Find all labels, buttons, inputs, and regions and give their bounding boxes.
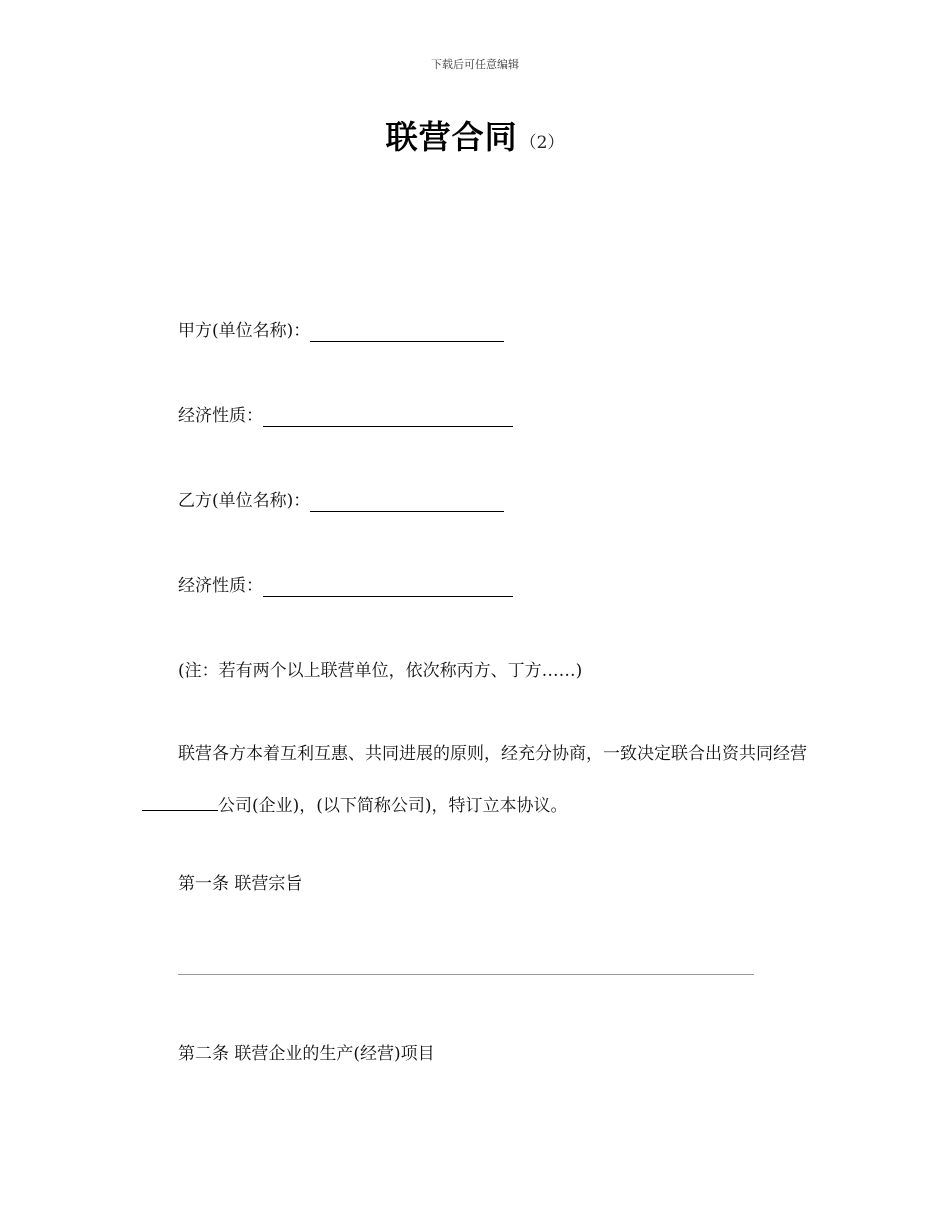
field-label: 经济性质： [178,576,263,596]
fill-blank [310,493,504,512]
field-label: 经济性质： [178,406,263,426]
field-party-a-nature [178,405,513,427]
field-party-b [178,490,504,512]
fill-blank [263,578,513,597]
article-1-fill-line [178,974,754,975]
field-label: 甲方(单位名称)： [178,321,311,341]
field-party-a [178,320,504,342]
fill-blank [310,323,504,342]
intro-paragraph [142,728,822,832]
page-title [0,112,950,158]
intro-part1: 联营各方本着互利互惠、共同进展的原则，经充分协商，一致决定联合出资共同经营 [178,744,807,764]
header-note: 下载后可任意编辑 [431,58,519,71]
fill-blank [263,408,513,427]
note-text: (注：若有两个以上联营单位，依次称丙方、丁方……) [178,661,583,681]
article-2-title: 第二条 联营企业的生产(经营)项目 [178,1044,435,1064]
title-sub: （2） [519,133,565,153]
article-1-title: 第一条 联营宗旨 [178,874,303,894]
company-name-blank [142,796,218,811]
intro-part2: 公司(企业)，(以下简称公司)，特订立本协议。 [218,796,568,816]
title-main: 联营合同 [385,118,518,156]
field-party-b-nature [178,575,513,597]
field-label: 乙方(单位名称)： [178,491,311,511]
